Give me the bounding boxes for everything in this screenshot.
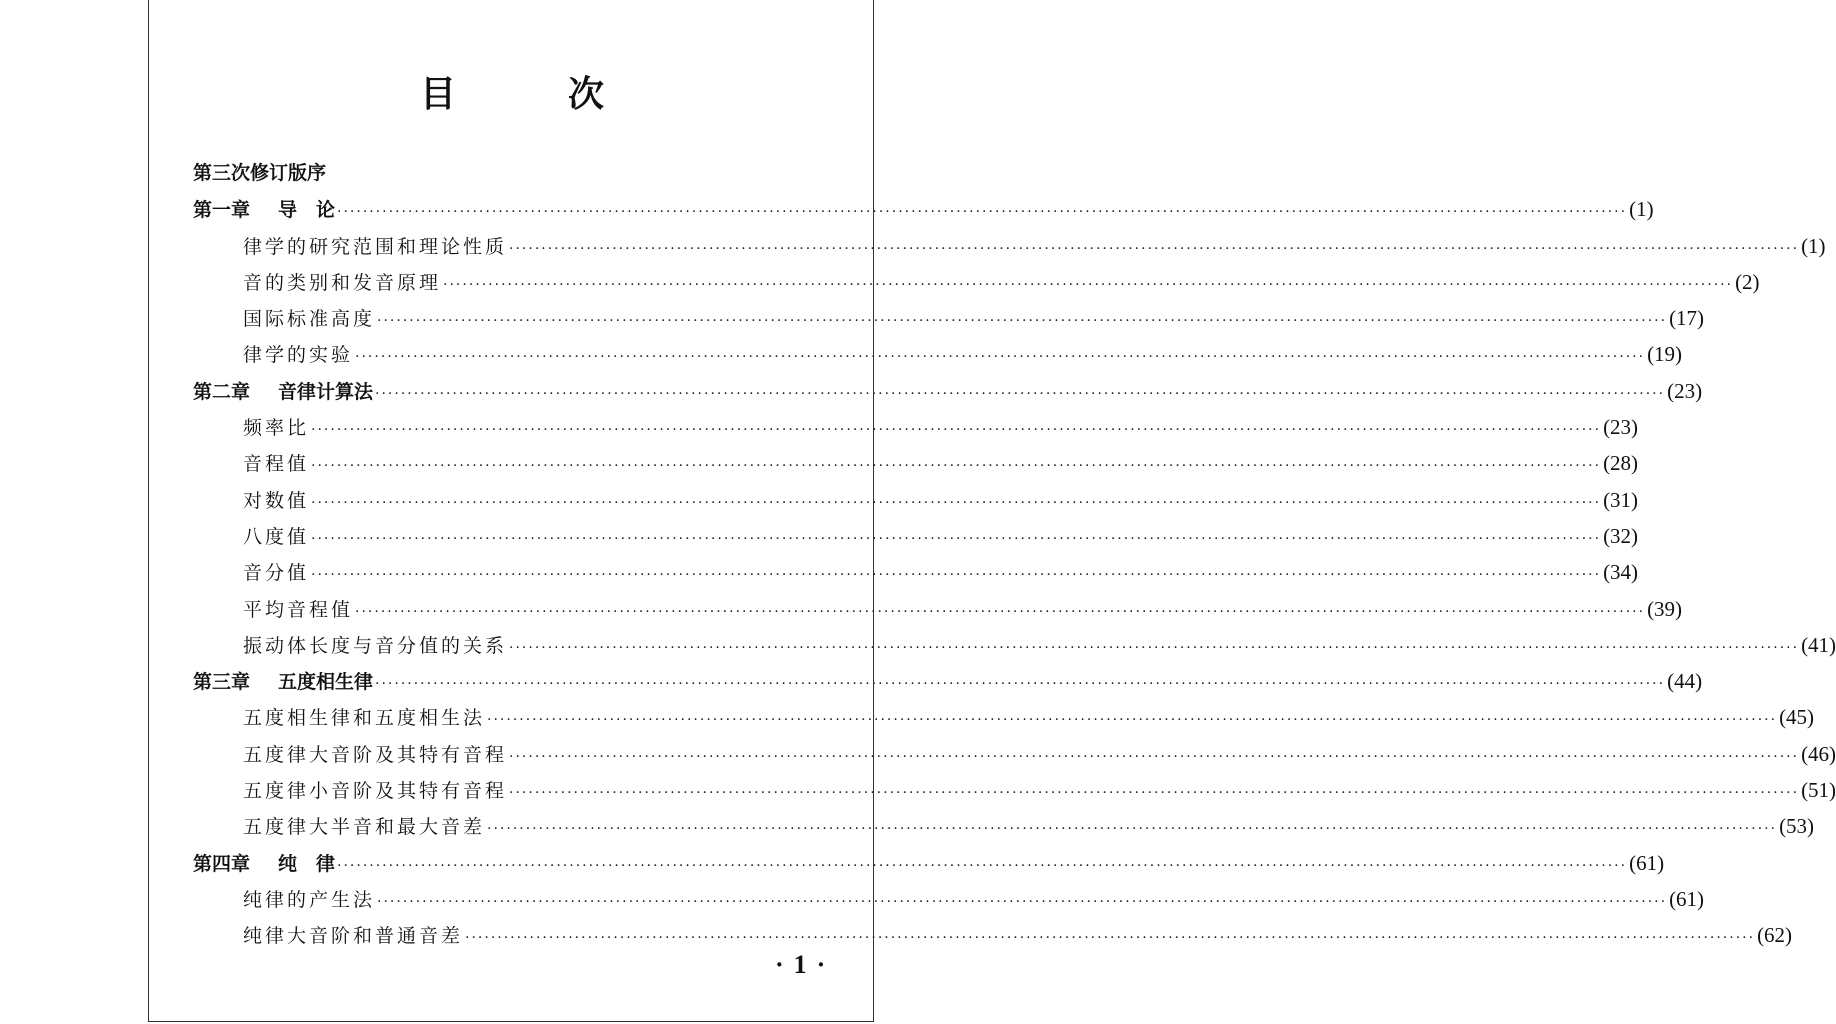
toc-section-entry[interactable] [193,808,1815,844]
leader-dots: ········································································································································································································ [311,494,1602,511]
toc-section-entry[interactable] [193,699,1815,735]
leader-dots: ········································································································································································································ [509,240,1800,257]
entry-title [193,192,335,228]
leader-dots: ········································································································································································································ [487,712,1778,729]
page-ref: (61) [1629,850,1665,875]
leader-dots: ········································································································································································································ [337,204,1628,221]
page-number: ·1· [775,950,836,979]
toc-section-entry[interactable] [193,554,1639,590]
leader-dots: ········································································································································································································ [377,893,1668,910]
toc-chapter-entry[interactable] [193,373,1703,409]
page-ref: (19) [1647,342,1683,367]
entry-title [193,374,373,410]
toc-section-entry[interactable] [193,917,1793,953]
entry-title: 纯律的产生法 [243,888,376,911]
chapter-title: 五度相生律 [278,671,374,694]
page-ref: (1) [1801,233,1826,258]
page-ref: (32) [1603,523,1639,548]
page-ref: (23) [1603,415,1639,440]
entry-title [193,846,335,882]
entry-title: 振动体长度与音分值的关系 [243,634,508,657]
title-char-1: 目 [419,74,456,115]
chapter-number: 第三次修订版序 [193,162,327,184]
toc-chapter-entry[interactable] [193,191,1654,227]
entry-title: 音程值 [243,453,310,476]
leader-dots: ········································································································································································································ [375,385,1666,402]
toc-section-entry[interactable] [193,336,1683,372]
page-ref: (34) [1603,560,1639,585]
page-ref: (23) [1667,378,1703,403]
entry-title: 音的类别和发音原理 [243,271,442,294]
entry-title [193,155,354,191]
leader-dots: ········································································································································································································ [509,785,1800,802]
leader-dots: ········································································································································································································ [509,748,1800,765]
leader-dots: ········································································································································································································ [311,567,1602,584]
entry-title: 国际标准高度 [243,308,376,331]
toc-section-entry[interactable] [193,518,1639,554]
entry-title: 五度律小音阶及其特有音程 [243,780,508,803]
toc-chapter-entry[interactable] [193,155,825,191]
leader-dots: ········································································································································································································ [311,422,1602,439]
toc-section-entry[interactable] [193,445,1639,481]
leader-dots: ········································································································································································································ [465,930,1756,947]
chapter-number: 第一章 [193,199,251,222]
toc-section-entry[interactable] [193,264,1760,300]
page-ref: (61) [1669,886,1705,911]
chapter-title: 导 论 [278,199,336,222]
entry-title: 频率比 [243,417,310,440]
entry-title: 对数值 [243,489,310,512]
entry-title: 平均音程值 [243,598,354,621]
chapter-title: 纯 律 [278,852,336,875]
leader-dots: ········································································································································································································ [509,639,1800,656]
page-ref: (2) [1735,269,1760,294]
leader-dots: ········································································································································································································ [375,676,1666,693]
page-ref: (44) [1667,669,1703,694]
toc-section-entry[interactable] [193,736,1836,772]
entry-title: 纯律大音阶和普通音差 [243,925,464,948]
leader-dots: ········································································································································································································ [311,458,1602,475]
page-title [0,66,1024,117]
leader-dots: ········································································································································································································ [355,349,1646,366]
toc-section-entry[interactable] [193,772,1836,808]
leader-dots: ········································································································································································································ [377,313,1668,330]
chapter-number: 第二章 [193,380,251,403]
entry-title: 五度律大音阶及其特有音程 [243,743,508,766]
leader-dots: ········································································································································································································ [311,530,1602,547]
entry-title: 五度相生律和五度相生法 [243,707,486,730]
chapter-number: 第三章 [193,671,251,694]
entry-title: 音分值 [243,562,310,585]
entry-title: 律学的实验 [243,344,354,367]
toc-section-entry[interactable] [193,409,1639,445]
page-ref: (31) [1603,487,1639,512]
page-ref: (1) [1629,197,1654,222]
toc-section-entry[interactable] [193,881,1705,917]
page-ref: (28) [1603,451,1639,476]
toc-section-entry[interactable] [193,300,1705,336]
toc-section-entry[interactable] [193,591,1683,627]
page-ref: (53) [1779,814,1815,839]
leader-dots: ········································································································································································································ [337,857,1628,874]
page-ref: (39) [1647,596,1683,621]
page-ref: (51) [1801,778,1836,803]
leader-dots: ········································································································································································································ [443,276,1734,293]
toc-chapter-entry[interactable] [193,663,1703,699]
toc-chapter-entry[interactable] [193,845,1665,881]
toc-section-entry[interactable] [193,627,1836,663]
page-ref: (46) [1801,741,1836,766]
page-ref: (17) [1669,306,1705,331]
chapter-title: 音律计算法 [278,380,374,403]
toc-section-entry[interactable] [193,482,1639,518]
page-ref: (45) [1779,705,1815,730]
entry-title: 八度值 [243,525,310,548]
leader-dots: ········································································································································································································ [355,603,1646,620]
entry-title: 五度律大半音和最大音差 [243,816,486,839]
leader-dots: ········································································································································································································ [487,821,1778,838]
entry-title: 律学的研究范围和理论性质 [243,235,508,258]
chapter-number: 第四章 [193,852,251,875]
title-char-2: 次 [568,74,605,115]
table-of-contents [193,155,1836,954]
entry-title [193,664,373,700]
toc-section-entry[interactable] [193,228,1826,264]
page-ref: (41) [1801,632,1836,657]
page-ref: (62) [1757,923,1793,948]
